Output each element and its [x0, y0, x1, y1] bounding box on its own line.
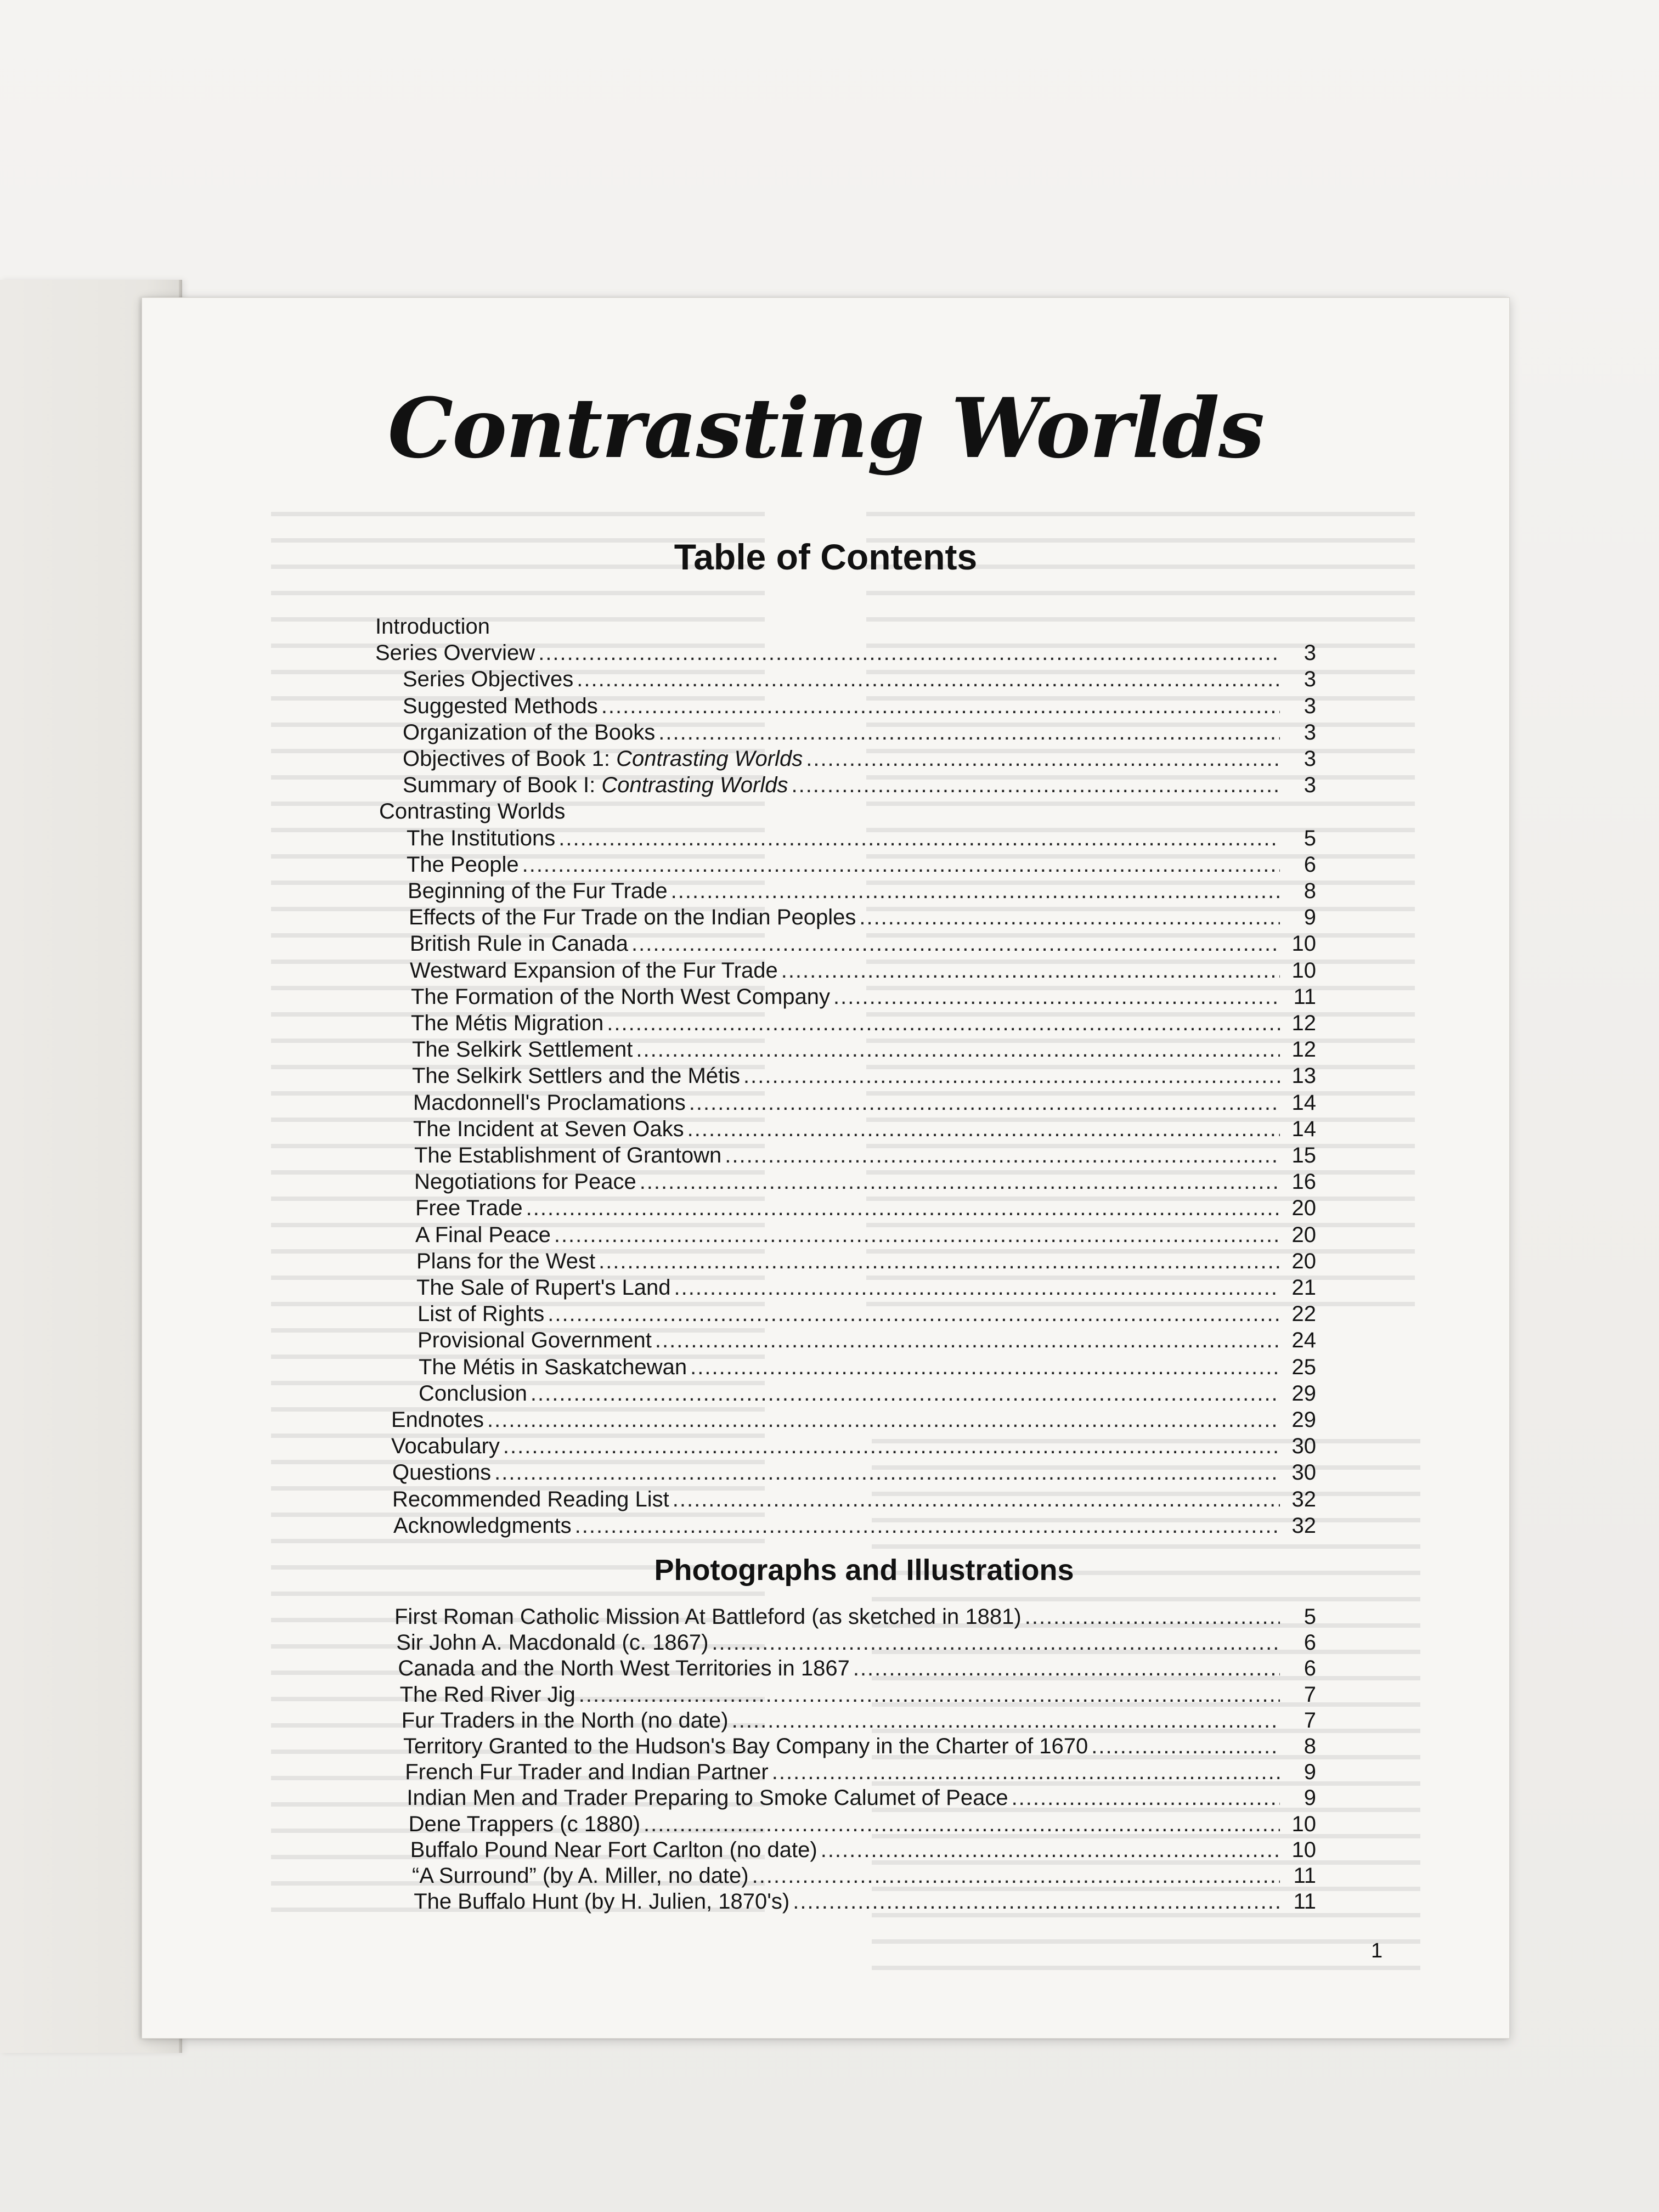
- toc-page: 30: [1291, 1460, 1316, 1485]
- toc-title: Conclusion: [419, 1381, 527, 1406]
- leader-dots: [806, 746, 1280, 772]
- leader-dots: [531, 1380, 1280, 1407]
- leader-dots: [607, 1010, 1280, 1036]
- leader-dots: [579, 1681, 1280, 1708]
- toc-title: Effects of the Fur Trade on the Indian Peoples: [409, 905, 856, 930]
- toc-entry: [403, 666, 1316, 692]
- toc-entry: [416, 1248, 1316, 1274]
- toc-title: Beginning of the Fur Trade: [408, 879, 668, 903]
- illustration-entry: [405, 1759, 1316, 1785]
- illustration-entry: [407, 1785, 1316, 1811]
- illustration-title: Buffalo Pound Near Fort Carlton (no date): [410, 1837, 817, 1862]
- leader-dots: [538, 640, 1280, 666]
- toc-title: The Incident at Seven Oaks: [413, 1116, 684, 1141]
- toc-title: The Selkirk Settlers and the Métis: [412, 1064, 741, 1088]
- toc-page: 11: [1293, 984, 1316, 1009]
- toc-page: 3: [1304, 747, 1316, 771]
- leader-dots: [487, 1407, 1280, 1433]
- toc-title: Questions: [392, 1460, 492, 1485]
- toc-entry: [393, 1513, 1316, 1539]
- leader-dots: [772, 1759, 1280, 1785]
- leader-dots: [673, 1486, 1280, 1513]
- toc-title: Free Trade: [415, 1196, 523, 1221]
- illustration-page: 6: [1304, 1630, 1316, 1655]
- toc-title: The People: [407, 852, 519, 877]
- illustration-page: 6: [1304, 1656, 1316, 1681]
- toc-page: 12: [1291, 1037, 1316, 1062]
- leader-dots: [1025, 1604, 1280, 1630]
- illustrations-heading: Photographs and Illustrations: [654, 1554, 1074, 1587]
- toc-entry: [415, 1222, 1316, 1248]
- illustration-page: 7: [1304, 1682, 1316, 1707]
- leader-dots: [781, 957, 1280, 984]
- toc-page: 32: [1291, 1513, 1316, 1538]
- toc-title: Recommended Reading List: [392, 1487, 669, 1511]
- toc-title: The Métis in Saskatchewan: [419, 1355, 687, 1379]
- illustration-entry: [409, 1811, 1316, 1837]
- leader-dots: [575, 1513, 1280, 1539]
- toc-page: 25: [1291, 1355, 1316, 1379]
- illustration-page: 8: [1304, 1734, 1316, 1758]
- illustration-page: 10: [1291, 1812, 1316, 1836]
- illustration-page: 9: [1304, 1760, 1316, 1785]
- leader-dots: [687, 1116, 1280, 1142]
- toc-entry: [392, 1459, 1316, 1486]
- leader-dots: [503, 1433, 1280, 1459]
- toc-entry: [391, 1407, 1316, 1433]
- toc-page: 3: [1304, 667, 1316, 692]
- leader-dots: [577, 666, 1280, 692]
- toc-entry: [414, 1169, 1316, 1195]
- book-page: [142, 297, 1510, 2039]
- toc-page: 3: [1304, 693, 1316, 718]
- toc-page: 10: [1291, 958, 1316, 983]
- leader-dots: [725, 1142, 1280, 1169]
- toc-title: Macdonnell's Proclamations: [413, 1090, 686, 1115]
- illustration-page: 11: [1293, 1889, 1316, 1914]
- toc-page: 6: [1304, 852, 1316, 877]
- toc-entry: [412, 1063, 1316, 1089]
- toc-title: The Formation of the North West Company: [411, 984, 831, 1009]
- toc-entry: [411, 1010, 1316, 1036]
- toc-page: 10: [1291, 932, 1316, 956]
- toc-entry: [407, 851, 1316, 878]
- toc-title: List of Rights: [417, 1302, 545, 1327]
- illustration-entry: [394, 1604, 1316, 1630]
- toc-title: Summary of Book I: Contrasting Worlds: [403, 773, 788, 798]
- toc-entry: [403, 693, 1316, 719]
- toc-title: Suggested Methods: [403, 693, 598, 718]
- toc-entry: [419, 1380, 1316, 1407]
- leader-dots: [732, 1707, 1280, 1734]
- toc-entry: [375, 640, 1316, 666]
- illustration-entry: [412, 1863, 1316, 1889]
- toc-title: Introduction: [375, 614, 490, 639]
- illustration-title: Territory Granted to the Hudson's Bay Company in the Charter of 1670: [403, 1734, 1088, 1758]
- leader-dots: [655, 1327, 1280, 1353]
- illustration-entry: [398, 1655, 1316, 1681]
- leader-dots: [743, 1063, 1280, 1089]
- leader-dots: [631, 930, 1280, 957]
- page-number: 1: [1371, 1939, 1383, 1962]
- toc-entry: [392, 1486, 1316, 1513]
- toc-page: 3: [1304, 720, 1316, 744]
- toc-page: 30: [1291, 1434, 1316, 1459]
- toc-page: 29: [1291, 1381, 1316, 1406]
- leader-dots: [833, 984, 1280, 1010]
- toc-title: Vocabulary: [391, 1434, 500, 1459]
- illustration-entry: [400, 1681, 1316, 1708]
- toc-page: 3: [1304, 773, 1316, 798]
- toc-page: 21: [1291, 1276, 1316, 1300]
- toc-title: The Institutions: [407, 826, 556, 850]
- toc-page: 14: [1291, 1116, 1316, 1141]
- illustration-title: Indian Men and Trader Preparing to Smoke Calumet of Peace: [407, 1786, 1008, 1810]
- illustration-page: 11: [1293, 1864, 1316, 1888]
- toc-title: The Selkirk Settlement: [412, 1037, 633, 1062]
- toc-page: 15: [1291, 1143, 1316, 1167]
- toc-entry: [411, 984, 1316, 1010]
- toc-title: Westward Expansion of the Fur Trade: [410, 958, 778, 983]
- leader-dots: [548, 1301, 1280, 1327]
- toc-entry: [375, 613, 490, 640]
- illustration-title: Dene Trappers (c 1880): [408, 1812, 641, 1836]
- toc-page: 20: [1291, 1249, 1316, 1273]
- leader-dots: [522, 851, 1280, 878]
- toc-entry: [412, 1036, 1316, 1063]
- toc-entry: [403, 719, 1316, 746]
- leader-dots: [636, 1036, 1280, 1063]
- toc-entry: [417, 1301, 1316, 1327]
- toc-title: Plans for the West: [416, 1249, 596, 1273]
- toc-title: A Final Peace: [415, 1222, 551, 1247]
- toc-entry: [379, 798, 565, 825]
- toc-page: 5: [1304, 826, 1316, 850]
- illustration-title: French Fur Trader and Indian Partner: [405, 1760, 769, 1785]
- illustration-entry: [410, 1837, 1316, 1863]
- toc-page: 22: [1291, 1302, 1316, 1327]
- leader-dots: [1091, 1733, 1280, 1759]
- leader-dots: [671, 878, 1280, 904]
- toc-page: 16: [1291, 1170, 1316, 1194]
- toc-page: 20: [1291, 1222, 1316, 1247]
- toc-heading: Table of Contents: [674, 537, 978, 577]
- toc-entry: [407, 825, 1316, 851]
- leader-dots: [689, 1090, 1280, 1116]
- leader-dots: [644, 1811, 1280, 1837]
- leader-dots: [821, 1837, 1280, 1863]
- toc-page: 12: [1291, 1011, 1316, 1035]
- leader-dots: [558, 825, 1280, 851]
- leader-dots: [599, 1248, 1280, 1274]
- toc-page: 9: [1304, 905, 1316, 930]
- illustration-title: “A Surround” (by A. Miller, no date): [412, 1864, 749, 1888]
- toc-page: 32: [1291, 1487, 1316, 1511]
- leader-dots: [791, 772, 1280, 798]
- toc-page: 20: [1291, 1196, 1316, 1221]
- illustration-entry: [414, 1888, 1316, 1915]
- leader-dots: [712, 1629, 1280, 1656]
- leader-dots: [674, 1274, 1280, 1301]
- leader-dots: [526, 1195, 1280, 1221]
- toc-page: 24: [1291, 1328, 1316, 1353]
- toc-entry: [408, 878, 1316, 904]
- illustration-page: 9: [1304, 1786, 1316, 1810]
- leader-dots: [853, 1655, 1280, 1681]
- toc-page: 8: [1304, 879, 1316, 903]
- toc-title: British Rule in Canada: [410, 932, 628, 956]
- leader-dots: [752, 1863, 1280, 1889]
- toc-entry: [391, 1433, 1316, 1459]
- toc-title: The Establishment of Grantown: [414, 1143, 722, 1167]
- illustration-page: 5: [1304, 1605, 1316, 1629]
- toc-entry: [410, 930, 1316, 957]
- illustration-entry: [403, 1733, 1316, 1759]
- toc-page: 14: [1291, 1090, 1316, 1115]
- illustration-title: Sir John A. Macdonald (c. 1867): [396, 1630, 709, 1655]
- book-title: Contrasting Worlds: [387, 380, 1264, 477]
- leader-dots: [859, 904, 1280, 930]
- leader-dots: [690, 1354, 1280, 1380]
- illustration-title: Fur Traders in the North (no date): [401, 1708, 729, 1733]
- illustration-title: The Buffalo Hunt (by H. Julien, 1870's): [414, 1889, 790, 1914]
- illustration-title: The Red River Jig: [399, 1682, 575, 1707]
- toc-title: Endnotes: [391, 1408, 484, 1432]
- leader-dots: [601, 693, 1280, 719]
- illustration-title: First Roman Catholic Mission At Battleford (as sketched in 1881): [394, 1605, 1022, 1629]
- illustration-entry: [402, 1707, 1316, 1734]
- toc-title: Series Overview: [375, 641, 535, 665]
- toc-entry: [419, 1354, 1316, 1380]
- toc-title: Provisional Government: [417, 1328, 652, 1353]
- toc-page: 29: [1291, 1408, 1316, 1432]
- toc-page: 13: [1291, 1064, 1316, 1088]
- illustration-page: 7: [1304, 1708, 1316, 1733]
- leader-dots: [658, 719, 1280, 746]
- leader-dots: [494, 1459, 1280, 1486]
- toc-entry: [414, 1142, 1316, 1169]
- toc-title: The Sale of Rupert's Land: [416, 1276, 671, 1300]
- toc-title: Series Objectives: [403, 667, 574, 692]
- toc-entry: [417, 1327, 1316, 1353]
- illustration-title: Canada and the North West Territories in 1867: [398, 1656, 850, 1681]
- leader-dots: [1012, 1785, 1280, 1811]
- toc-entry: [403, 772, 1316, 798]
- toc-title: The Métis Migration: [411, 1011, 604, 1035]
- toc-entry: [415, 1195, 1316, 1221]
- toc-title: Contrasting Worlds: [379, 799, 566, 824]
- toc-entry: [416, 1274, 1316, 1301]
- toc-title: Acknowledgments: [393, 1513, 572, 1538]
- illustration-entry: [396, 1629, 1316, 1656]
- leader-dots: [554, 1222, 1280, 1248]
- toc-title: Negotiations for Peace: [414, 1170, 636, 1194]
- illustration-page: 10: [1291, 1837, 1316, 1862]
- toc-title: Objectives of Book 1: Contrasting Worlds: [403, 747, 803, 771]
- toc-entry: [409, 904, 1316, 930]
- toc-entry: [410, 957, 1316, 984]
- toc-title: Organization of the Books: [403, 720, 656, 744]
- leader-dots: [793, 1888, 1280, 1915]
- toc-page: 3: [1304, 641, 1316, 665]
- toc-entry: [413, 1116, 1316, 1142]
- toc-entry: [413, 1090, 1316, 1116]
- leader-dots: [640, 1169, 1280, 1195]
- toc-entry: [403, 746, 1316, 772]
